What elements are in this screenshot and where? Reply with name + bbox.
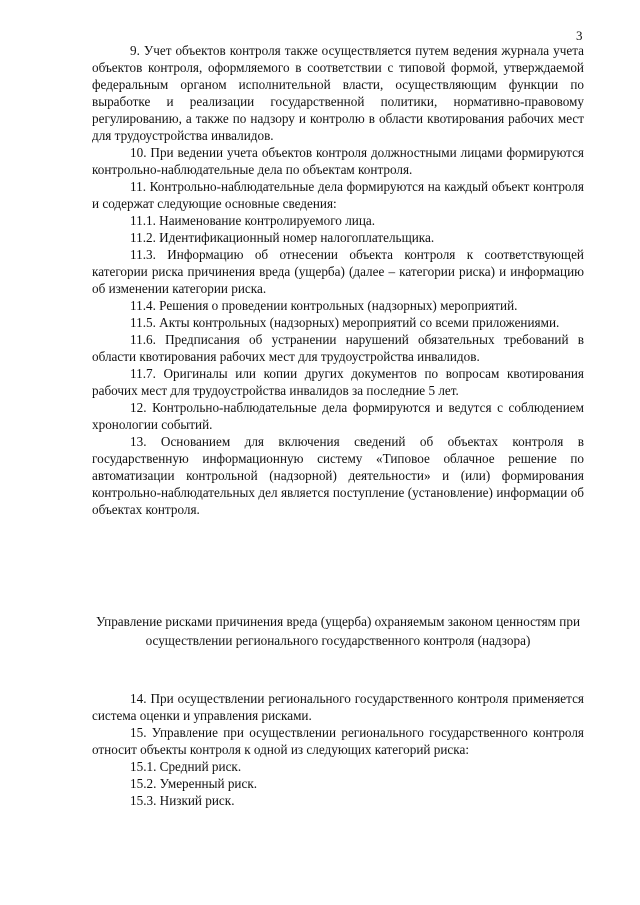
section-heading: Управление рисками причинения вреда (ущерба) охраняемым законом ценностям при осуществлении регионального государственного контроля (надзора): [95, 614, 581, 648]
paragraph-11: 11. Контрольно-наблюдательные дела формируются на каждый объект контроля и содержат следующие основные сведения:: [92, 179, 584, 211]
paragraph-11-6: 11.6. Предписания об устранении нарушений обязательных требований в области квотирования рабочих мест для трудоустройства инвалидов.: [92, 332, 584, 364]
paragraph-12: 12. Контрольно-наблюдательные дела формируются и ведутся с соблюдением хронологии событий.: [92, 400, 584, 432]
paragraph-10: 10. При ведении учета объектов контроля должностными лицами формируются контрольно-наблюдательные дела по объектам контроля.: [92, 145, 584, 177]
paragraph-14: 14. При осуществлении регионального государственного контроля применяется система оценки и управления рисками.: [92, 691, 584, 723]
paragraph-11-7: 11.7. Оригиналы или копии других документов по вопросам квотирования рабочих мест для трудоустройства инвалидов за последние 5 лет.: [92, 366, 584, 398]
paragraph-11-5: 11.5. Акты контрольных (надзорных) мероприятий со всеми приложениями.: [130, 315, 560, 330]
paragraph-13: 13. Основанием для включения сведений об объектах контроля в государственную информационную систему «Типовое облачное решение по автоматизации контрольной (надзорной) деятельности» и (или) формирования контрольно-наблюдательных дел является поступление (установление) информации об объектах контроля.: [92, 434, 584, 517]
paragraph-11-2: 11.2. Идентификационный номер налогоплательщика.: [130, 230, 435, 245]
paragraph-11-1: 11.1. Наименование контролируемого лица.: [130, 213, 376, 228]
document-body-top: [92, 42, 584, 518]
paragraph-11-4: 11.4. Решения о проведении контрольных (надзорных) мероприятий.: [130, 298, 518, 313]
document-body-bottom: [92, 690, 584, 809]
paragraph-15-1: 15.1. Средний риск.: [130, 759, 242, 774]
paragraph-15-3: 15.3. Низкий риск.: [130, 793, 235, 808]
page-number: 3: [576, 28, 583, 43]
paragraph-15-2: 15.2. Умеренный риск.: [130, 776, 258, 791]
paragraph-9: 9. Учет объектов контроля также осуществляется путем ведения журнала учета объектов контроля, оформляемого в соответствии с типовой формой, утверждаемой федеральным органом исполнительной власти, осуществляющим функции по выработке и реализации государственной политики, нормативно-правовому регулированию, а также по надзору и контролю в области квотирования рабочих мест для трудоустройства инвалидов.: [92, 43, 584, 143]
paragraph-11-3: 11.3. Информацию об отнесении объекта контроля к соответствующей категории риска причинения вреда (ущерба) (далее – категории риска) и информацию об изменении категории риска.: [92, 247, 584, 296]
paragraph-15: 15. Управление при осуществлении регионального государственного контроля относит объекты контроля к одной из следующих категорий риска:: [92, 725, 584, 757]
